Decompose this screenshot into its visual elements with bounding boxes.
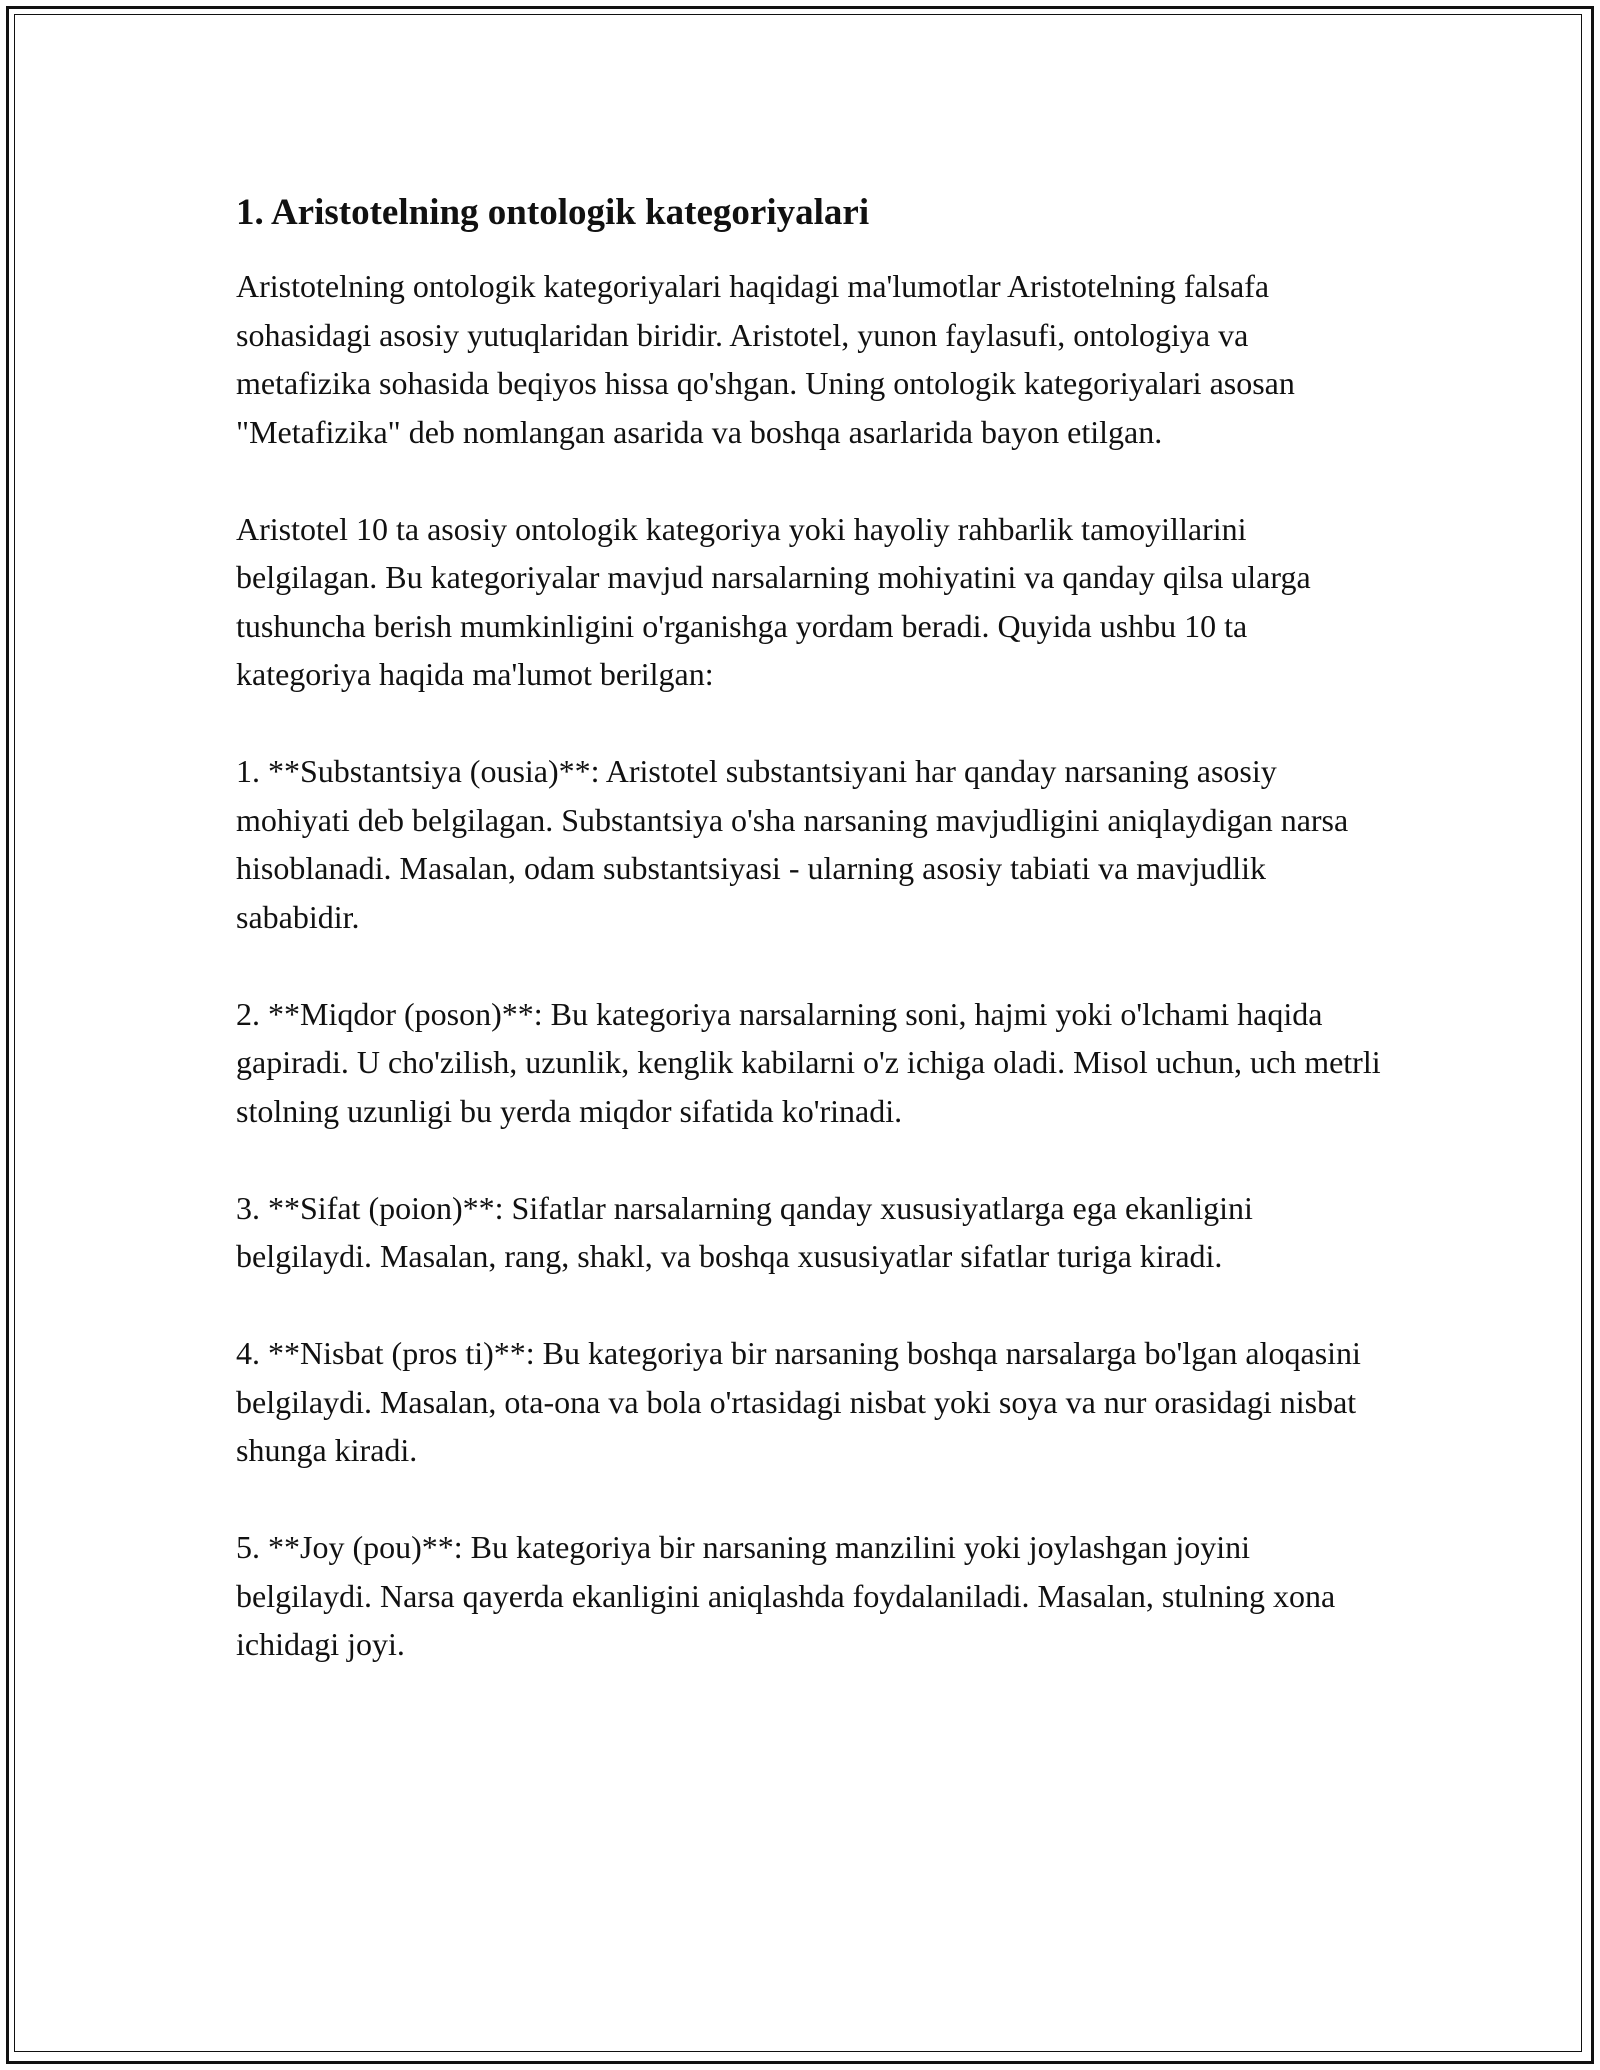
section-heading: 1. Aristotelning ontologik kategoriyalari (236, 192, 870, 233)
document-body (236, 190, 1386, 1717)
paragraph-miqdor: 2. **Miqdor (poson)**: Bu kategoriya narsalarning soni, hajmi yoki o'lchami haqida gapiradi. U cho'zilish, uzunlik, kenglik kabilarni o'z ichiga oladi. Misol uchun, uch metrli stolning uzunligi bu yerda miqdor sifatida ko'rinadi. (236, 995, 1381, 1129)
paragraph-joy: 5. **Joy (pou)**: Bu kategoriya bir narsaning manzilini yoki joylashgan joyini belgilaydi. Narsa qayerda ekanligini aniqlashda foydalaniladi. Masalan, stulning xona ichidagi joyi. (236, 1529, 1336, 1662)
paragraph-nisbat: 4. **Nisbat (pros ti)**: Bu kategoriya bir narsaning boshqa narsalarga bo'lgan aloqasini belgilaydi. Masalan, ota-ona va bola o'rtasidagi nisbat yoki soya va nur orasidagi nisbat shunga kiradi. (236, 1335, 1361, 1468)
paragraph-overview: Aristotel 10 ta asosiy ontologik kategoriya yoki hayoliy rahbarlik tamoyillarini belgilagan. Bu kategoriyalar mavjud narsalarning mohiyatini va qanday qilsa ularga tushuncha berish mumkinligini o'rganishga yordam beradi. Quyida ushbu 10 ta kategoriya haqida ma'lumot berilgan: (236, 510, 1311, 692)
paragraph-substantsiya: 1. **Substantsiya (ousia)**: Aristotel substantsiyani har qanday narsaning asosiy mohiyati deb belgilagan. Substantsiya o'sha narsaning mavjudligini aniqlaydigan narsa hisoblanadi. Masalan, odam substantsiyasi - ularning asosiy tabiati va mavjudlik sababidir. (236, 753, 1349, 935)
paragraph-sifat: 3. **Sifat (poion)**: Sifatlar narsalarning qanday xususiyatlarga ega ekanligini belgilaydi. Masalan, rang, shakl, va boshqa xususiyatlar sifatlar turiga kiradi. (236, 1189, 1253, 1274)
paragraph-intro: Aristotelning ontologik kategoriyalari haqidagi ma'lumotlar Aristotelning falsafa sohasidagi asosiy yutuqlaridan biridir. Aristotel, yunon faylasufi, ontologiya va metafizika sohasida beqiyos hissa qo'shgan. Uning ontologik kategoriyalari asosan "Metafizika" deb nomlangan asarida va boshqa asarlarida bayon etilgan. (236, 268, 1295, 450)
